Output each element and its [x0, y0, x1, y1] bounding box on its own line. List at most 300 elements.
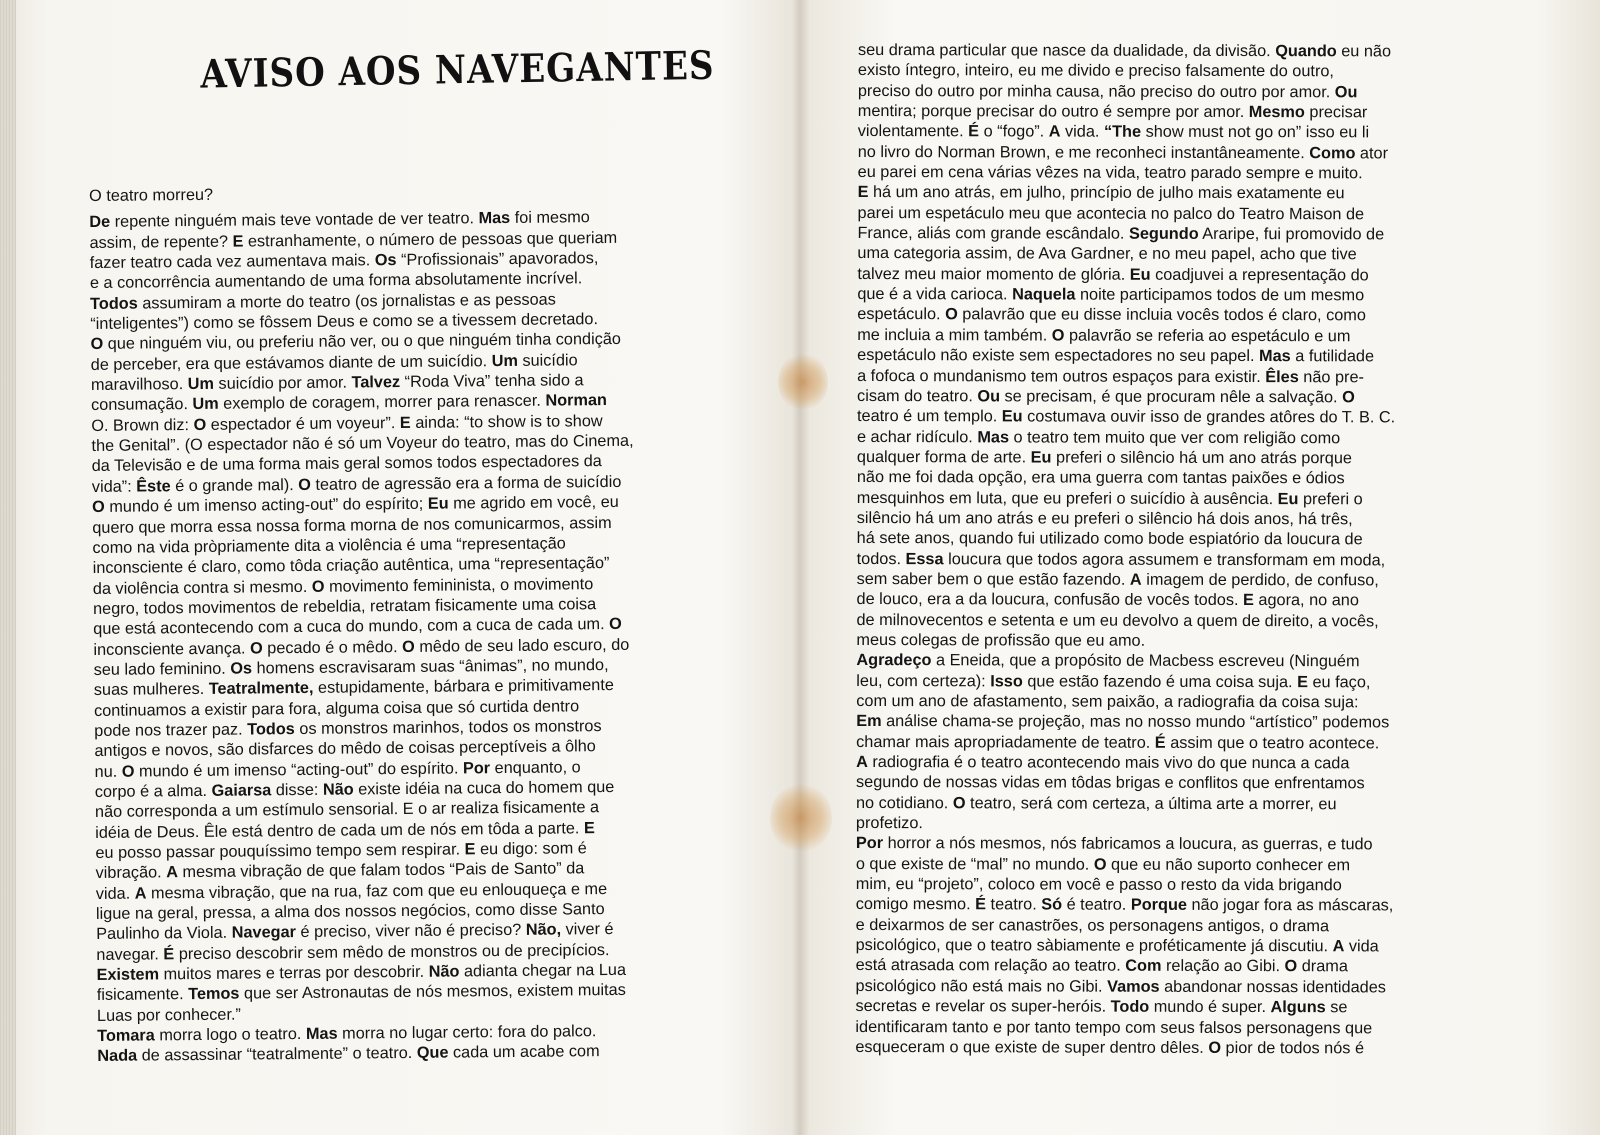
text-run: suicídio por amor. — [213, 373, 352, 393]
text-run: é preciso, viver não é preciso? — [295, 921, 526, 942]
text-run: antigos e novos, são disfarces do mêdo de coisas perceptíveis a ôlho — [94, 737, 596, 761]
right-line — [857, 304, 1552, 326]
text-run: preciso do outro por minha causa, não preciso do outro por amor. — [857, 81, 1335, 101]
text-run: mundo é um imenso acting-out” do espírito; — [104, 494, 428, 517]
text-run: comigo mesmo. — [855, 895, 976, 914]
right-line — [858, 182, 1553, 204]
right-line — [856, 854, 1551, 876]
text-run: vida. — [95, 884, 135, 903]
bold-word: Que — [416, 1044, 449, 1063]
text-run: France, aliás com grande escândalo. — [857, 224, 1130, 243]
right-line — [858, 40, 1553, 62]
bold-word: É — [975, 895, 987, 914]
stain-lower — [770, 782, 832, 854]
text-run: “Profissionais” apavorados, — [396, 249, 599, 270]
bold-word: Eu — [1129, 265, 1151, 284]
text-run: que estão fazendo é uma coisa suja. — [1022, 672, 1298, 691]
bold-word: Os — [230, 659, 253, 678]
text-run: relação ao Gibi. — [1161, 957, 1285, 976]
text-run: horror a nós mesmos, nós fabricamos a loucura, as guerras, e tudo — [883, 834, 1373, 854]
bold-word: Eu — [1277, 489, 1299, 508]
text-run: negro, todos movimentos de rebeldia, retratam fisicamente uma coisa — [92, 595, 597, 618]
text-run: identificaram tanto e por tanto tempo com seus falsos personagens que — [855, 1017, 1373, 1037]
bold-word: De — [89, 213, 111, 232]
text-run: mentira; porque precisar do outro é sempre por amor. — [857, 102, 1249, 122]
right-line — [856, 732, 1551, 754]
text-run: imagem de perdido, de confuso, — [1141, 570, 1379, 590]
text-run: parei um espetáculo meu que acontecia no palco do Teatro Maison de — [857, 203, 1365, 224]
bold-word: A — [134, 884, 147, 903]
text-run: “inteligentes”) como se fôssem Deus e como se a tivessem decretado. — [90, 310, 599, 334]
text-run: continuamos a existir para fora, alguma coisa que só curtida dentro — [93, 696, 580, 720]
text-run: “Roda Viva” tenha sido a — [400, 371, 584, 392]
text-run: mesquinhos em luta, que eu preferi o suicídio à ausência. — [856, 488, 1278, 508]
text-run: que eu não suporto conhecer em — [1106, 855, 1351, 875]
text-run: agora, no ano — [1253, 591, 1359, 610]
bold-word: É — [968, 122, 980, 141]
bold-word: Mas — [977, 427, 1010, 446]
text-run: de louco, era a da loucura, confusão de vocês todos. — [856, 590, 1244, 610]
bold-word: O — [121, 762, 135, 781]
bold-word: Como — [1309, 143, 1356, 163]
right-line — [855, 1016, 1550, 1038]
right-line — [857, 549, 1552, 571]
bold-word: A — [1129, 570, 1142, 589]
text-run: no livro do Norman Brown, e me reconheci instantâneamente. — [857, 142, 1310, 162]
text-run: morra no lugar certo: fora do palco. — [337, 1022, 597, 1043]
text-run: silêncio há um ano atrás e eu preferi o silêncio há dois anos, há três, — [856, 508, 1353, 529]
bold-word: O — [1093, 855, 1107, 874]
text-run: pior de todos nós é — [1220, 1038, 1365, 1058]
text-run: que é a vida carioca. — [857, 285, 1013, 304]
bold-word: E — [583, 818, 595, 837]
text-run: fisicamente. — [96, 985, 189, 1005]
text-run: que ser Astronautas de nós mesmos, existem muitas — [239, 981, 626, 1003]
bold-word: “The — [1103, 123, 1142, 142]
right-line — [856, 793, 1551, 815]
right-body-text — [855, 40, 1553, 1059]
bold-word: O — [1342, 388, 1355, 407]
text-run: o teatro tem muito que ver com religião como — [1009, 427, 1341, 447]
text-run: repente ninguém mais teve vontade de ver teatro. — [110, 209, 479, 232]
bold-word: Talvez — [351, 373, 401, 392]
right-line — [858, 142, 1553, 164]
text-run: mesma vibração, que na rua, faz com que eu enlouqueça e me — [146, 879, 608, 903]
text-run: corpo é a alma. — [94, 781, 212, 801]
bold-word: Um — [491, 351, 518, 370]
text-run: não jogar fora as máscaras, — [1186, 896, 1394, 915]
text-run: eu digo: som é — [475, 839, 587, 859]
text-run: loucura que todos agora assumem e transformam em moda, — [943, 549, 1386, 569]
text-run: muitos mares e terras por descobrir. — [158, 962, 429, 984]
bold-word: É — [163, 944, 175, 964]
right-line — [856, 833, 1551, 855]
text-run: secretas e revelar os super-heróis. — [855, 997, 1111, 1016]
right-line — [857, 508, 1552, 530]
bold-word: Navegar — [231, 923, 297, 943]
right-line — [857, 467, 1552, 489]
text-run: talvez meu maior momento de glória. — [857, 264, 1130, 284]
text-run: existo íntegro, inteiro, eu me divido e preciso falsamente do outro, — [857, 61, 1334, 81]
text-run: me incluia a mim também. — [857, 325, 1052, 345]
text-run: da violência contra si mesmo. — [92, 577, 312, 598]
text-run: vida”: — [91, 477, 137, 496]
text-run: precisar — [1304, 103, 1368, 122]
text-run: nu. — [94, 762, 122, 781]
text-run: e achar ridículo. — [856, 427, 978, 446]
right-line — [858, 81, 1553, 103]
bold-word: Um — [187, 374, 215, 394]
text-run: O. Brown diz: — [91, 415, 194, 435]
right-line — [856, 894, 1551, 916]
text-run: assumiram a morte do teatro (os jornalistas e as pessoas — [137, 290, 556, 313]
right-page — [805, 0, 1600, 1135]
right-line — [856, 630, 1551, 652]
text-run: the Genital”. (O espectador não é só um Voyeur do teatro, mas do Cinema, — [91, 431, 634, 456]
text-run: adianta chegar na Lua — [459, 960, 627, 981]
text-run: o que existe de “mal” no mundo. — [855, 854, 1094, 874]
text-run: a fofoca o mundanismo tem outros espaços para existir. — [857, 366, 1266, 386]
text-run: leu, com certeza): — [856, 671, 991, 691]
bold-word: Com — [1125, 957, 1162, 976]
bold-word: Agradeço — [856, 651, 932, 670]
text-run: espectador é um voyeur”. — [206, 413, 400, 434]
text-run: teatro é um templo. — [856, 407, 1002, 426]
bold-word: O — [1208, 1038, 1222, 1057]
right-line — [857, 223, 1552, 245]
right-line — [857, 447, 1552, 469]
right-line — [857, 264, 1552, 286]
text-run: eu não — [1336, 42, 1392, 61]
text-run: morra logo o teatro. — [154, 1025, 306, 1045]
bold-word: E — [232, 232, 244, 251]
bold-word: Quando — [1275, 42, 1337, 61]
right-line — [856, 610, 1551, 632]
right-line — [856, 935, 1551, 957]
bold-word: É — [1154, 733, 1166, 752]
article-title: AVISO AOS NAVEGANTES — [200, 43, 715, 98]
right-line — [857, 284, 1552, 306]
text-run: psicológico não está mais no Gibi. — [855, 976, 1108, 996]
text-run: vida. — [1060, 122, 1104, 142]
bold-word: O — [91, 498, 105, 517]
bold-word: Ou — [977, 387, 1001, 406]
bold-word: Todos — [90, 294, 138, 313]
text-run: eu parei em cena várias vêzes na vida, teatro parado sempre e muito. — [857, 163, 1363, 183]
text-run: o “fogo”. — [979, 122, 1049, 141]
text-run: consumação. — [91, 395, 193, 415]
right-line — [858, 121, 1553, 143]
right-line — [855, 996, 1550, 1018]
bold-word: E — [857, 183, 869, 202]
bold-word: O — [298, 475, 311, 494]
right-line — [857, 528, 1552, 550]
right-line — [856, 955, 1551, 977]
bold-word: Naquela — [1012, 285, 1076, 304]
text-run: ligue na geral, pressa, a alma dos nossos negócios, como disse Santo — [95, 900, 605, 923]
right-line — [856, 874, 1551, 896]
text-run: suicídio — [517, 351, 578, 370]
text-run: seu lado feminino. — [93, 659, 231, 679]
text-run: mim, eu “projeto”, coloco em você e passo o resto da vida brigando — [855, 875, 1342, 895]
text-run: mundo é um imenso “acting-out” do espírito. — [134, 759, 464, 781]
right-line — [858, 162, 1553, 184]
text-run: preferi o — [1298, 489, 1363, 508]
text-run: suas mulheres. — [93, 680, 209, 700]
text-run: está atrasada com relação ao teatro. — [855, 956, 1126, 976]
bold-word: Em — [856, 712, 882, 731]
text-run: homens escravisaram suas “ânimas”, no mundo, — [251, 655, 609, 678]
bold-word: A — [1048, 122, 1061, 141]
text-run: navegar. — [96, 945, 164, 964]
text-run: movimento femininista, o movimento — [324, 574, 594, 596]
text-run: pode nos trazer paz. — [94, 720, 248, 740]
text-run: espetáculo. — [857, 305, 946, 324]
text-run: mêdo de seu lado escuro, do — [414, 635, 630, 656]
text-run: preferi o silêncio há um ano atrás porque — [1051, 448, 1353, 468]
bold-word: Existem — [96, 965, 160, 985]
right-line — [856, 691, 1551, 713]
text-run: palavrão se referia ao espetáculo e um — [1064, 326, 1351, 346]
bold-word: Êles — [1265, 367, 1299, 386]
text-run: inconsciente avança. — [93, 639, 251, 659]
text-run: e deixarmos de ser canastrões, os personagens antigos, o drama — [855, 915, 1330, 936]
right-line — [857, 488, 1552, 510]
bold-word: Eu — [1030, 448, 1052, 467]
bold-word: Não, — [525, 920, 562, 940]
bold-word: A — [166, 863, 179, 882]
text-run: todos. — [856, 549, 906, 568]
left-body-text — [89, 180, 757, 1067]
text-run: pecado é o mêdo. — [262, 637, 403, 657]
bold-word: Todo — [1110, 997, 1150, 1016]
text-run: assim, de repente? — [89, 232, 233, 252]
bold-word: Norman — [545, 391, 608, 411]
text-run: chamar mais apropriadamente de teatro. — [856, 732, 1155, 752]
right-line — [857, 386, 1552, 408]
bold-word: Alguns — [1270, 998, 1326, 1017]
text-run: de assassinar “teatralmente” o teatro. — [137, 1044, 417, 1066]
bold-word: Porque — [1130, 896, 1187, 915]
text-run: teatro. — [986, 895, 1042, 914]
text-run: eu faço, — [1307, 672, 1371, 691]
text-run: no cotidiano. — [855, 793, 953, 812]
text-run: ator — [1355, 144, 1389, 163]
right-line — [858, 203, 1553, 225]
bold-word: Um — [192, 395, 219, 414]
bold-word: Essa — [905, 549, 944, 568]
text-run: teatro de agressão era a forma de suicídio — [310, 472, 622, 494]
text-run: fazer teatro cada vez aumentava mais. — [89, 251, 375, 273]
right-line — [855, 1037, 1550, 1059]
stain-upper — [778, 352, 828, 412]
text-run: a Eneida, que a propósito de Macbess escreveu (Ninguém — [931, 651, 1360, 671]
right-line — [856, 650, 1551, 672]
bold-word: Os — [374, 251, 397, 270]
text-run: exemplo de coragem, morrer para renascer. — [218, 392, 546, 414]
bold-word: O — [193, 415, 207, 434]
text-run: seu drama particular que nasce da dualidade, da divisão. — [857, 40, 1276, 61]
text-run: mesma vibração de que falam todos “Pais de Santo” da — [177, 859, 585, 882]
text-run: se — [1325, 998, 1348, 1017]
bold-word: E — [1242, 591, 1254, 610]
bold-word: Segundo — [1128, 224, 1199, 243]
text-run: a futilidade — [1290, 347, 1375, 366]
bold-word: Só — [1041, 895, 1063, 914]
text-run: violentamente. — [857, 122, 969, 141]
bold-word: Por — [462, 758, 491, 778]
bold-word: O — [402, 637, 415, 656]
bold-word: Isso — [990, 672, 1023, 691]
text-run: drama — [1297, 957, 1348, 976]
bold-word: Mas — [1259, 347, 1291, 366]
bold-word: Nada — [97, 1047, 138, 1066]
right-line — [857, 345, 1552, 367]
right-line — [856, 711, 1551, 733]
text-run: coadjuvei a representação do — [1150, 265, 1369, 285]
right-paragraph — [855, 40, 1553, 1059]
text-run: mundo é super. — [1149, 997, 1271, 1017]
text-run: Araripe, fui promovido de — [1198, 224, 1385, 244]
text-run: vida — [1344, 937, 1379, 956]
text-run: inconsciente é claro, como tôda criação autêntica, uma “representação” — [92, 554, 610, 578]
bold-word: Gaiarsa — [211, 781, 272, 800]
bold-word: Temos — [188, 984, 240, 1004]
text-run: da Televisão e de uma forma mais geral somos todos espectadores da — [91, 452, 602, 476]
text-run: que está acontecendo com a cuca do mundo, com a cuca de cada um. — [93, 615, 610, 639]
text-run: sem saber bem o que estão fazendo. — [856, 569, 1130, 589]
text-run: show must not go on” isso eu li — [1141, 123, 1370, 142]
text-run: esqueceram o que existe de super dentro dêles. — [855, 1037, 1209, 1057]
text-run: viver é — [560, 920, 614, 939]
bold-word: O — [90, 335, 104, 354]
right-line — [857, 243, 1552, 265]
text-run: que ninguém viu, ou preferiu não ver, ou o que ninguém tinha condição — [103, 330, 622, 354]
bold-word: O — [952, 793, 966, 813]
text-run: foi mesmo — [510, 208, 590, 228]
text-run: é teatro. — [1062, 895, 1131, 915]
text-run: radiografia é o teatro acontecendo mais vivo do que nunca a cada — [867, 753, 1350, 773]
bold-word: A — [1332, 937, 1345, 956]
text-run: de milnovecentos e setenta e um eu devolvo a quem de direito, a vocês, — [856, 610, 1379, 630]
text-run: disse: — [271, 780, 323, 800]
right-line — [857, 325, 1552, 347]
text-run: espetáculo não existe sem espectadores no seu papel. — [857, 346, 1260, 366]
bold-word: E — [464, 840, 476, 859]
bold-word: Eu — [1001, 407, 1023, 426]
text-run: de perceber, era que estávamos diante de um suicídio. — [90, 351, 492, 374]
text-run: costumava ouvir isso de grandes atôres do T. B. C. — [1022, 407, 1396, 427]
text-run: assim que o teatro acontece. — [1165, 733, 1380, 753]
bold-word: E — [399, 413, 411, 432]
text-run: noite participamos todos de um mesmo — [1075, 285, 1365, 305]
bold-word: Todos — [247, 719, 295, 739]
text-run: quero que morra essa nossa forma morna de nos comunicarmos, assim — [92, 513, 612, 537]
text-run: cisam do teatro. — [857, 386, 978, 406]
left-paragraph — [89, 206, 757, 1067]
right-line — [856, 915, 1551, 937]
text-run: profetizo. — [855, 814, 923, 833]
text-run: há sete anos, quando fui utilizado como bode espiatório da loucura de — [856, 529, 1363, 549]
bold-word: Ou — [1334, 82, 1358, 101]
bold-word: Vamos — [1107, 977, 1160, 996]
bold-word: Por — [855, 834, 884, 853]
bold-word: O — [249, 638, 263, 658]
text-run: não pre- — [1298, 367, 1364, 386]
text-run: estupidamente, bárbara e primitivamente — [313, 676, 614, 698]
text-run: é o grande mal). — [170, 475, 299, 496]
bold-word: Tomara — [97, 1026, 155, 1046]
right-line — [856, 813, 1551, 835]
bold-word: Teatralmente, — [208, 679, 314, 699]
bold-word: Mas — [478, 209, 511, 228]
bold-word: Mesmo — [1248, 103, 1305, 122]
text-run: cada um acabe com — [448, 1042, 600, 1063]
right-line — [856, 671, 1551, 693]
right-line — [857, 589, 1552, 611]
right-line — [857, 569, 1552, 591]
text-run: enquanto, o — [490, 757, 581, 777]
right-line — [857, 365, 1552, 387]
bold-word: O — [945, 305, 958, 324]
text-run: idéia de Deus. Êle está dentro de cada um de nós em tôda a parte. — [95, 818, 585, 842]
text-run: com um ano de afastamento, sem paixão, a radiografia da coisa suja: — [856, 691, 1359, 712]
text-run: psicológico, que o teatro sàbiamente e proféticamente já discutiu. — [855, 936, 1333, 956]
bold-word: O — [311, 577, 325, 596]
bold-word: E — [1297, 672, 1308, 691]
right-line — [856, 752, 1551, 774]
text-run: qualquer forma de arte. — [856, 447, 1031, 467]
bold-word: Eu — [427, 494, 449, 513]
text-run: abandonar nossas identidades — [1159, 977, 1386, 997]
text-run: eu posso passar pouquíssimo tempo sem respirar. — [95, 840, 465, 862]
bold-word: O — [1284, 957, 1298, 976]
right-line — [855, 976, 1550, 998]
bold-word: O — [1051, 326, 1065, 345]
text-run: existe idéia na cuca do homem que — [353, 777, 615, 799]
text-run: ainda: “to show is to show — [410, 411, 603, 432]
text-run: análise chama-se projeção, mas no nosso mundo “artístico” podemos — [881, 712, 1390, 732]
bold-word: Não — [428, 962, 460, 981]
left-heading: O teatro morreu? — [89, 185, 214, 205]
text-run: maravilhoso. — [90, 375, 188, 395]
text-run: como na vida pròpriamente dita a violência é uma “representação — [92, 534, 566, 557]
text-run: não me foi dada opção, era uma guerra com tantas paixões e ódios — [856, 468, 1345, 488]
text-run: palavrão que eu disse incluia vocês todos é claro, como — [957, 305, 1366, 325]
bold-word: Êste — [136, 477, 171, 496]
text-run: Paulinho da Viola. — [96, 924, 232, 944]
right-line — [857, 406, 1552, 428]
bold-word: A — [856, 753, 868, 772]
text-run: me agrido em você, eu — [448, 493, 619, 513]
bold-word: Mas — [305, 1024, 338, 1044]
right-line — [856, 772, 1551, 794]
text-run: não corresponda a um estímulo sensorial. E o ar realiza fisicamente a — [94, 798, 600, 822]
text-run: se precisam, é que procuram nêle a salvação. — [1000, 387, 1343, 407]
text-run: preciso descobrir sem mêdo de monstros ou de precipícios. — [174, 940, 610, 963]
right-line — [858, 101, 1553, 123]
text-run: vibração. — [95, 863, 167, 883]
text-run: Luas por conhecer.” — [96, 1005, 241, 1025]
bold-word: O — [609, 615, 622, 634]
right-line — [857, 427, 1552, 449]
text-run: há um ano atrás, em julho, princípio de julho mais exatamente eu — [868, 183, 1345, 203]
right-line — [858, 60, 1553, 82]
text-run: teatro, será com certeza, a última arte a morrer, eu — [965, 794, 1337, 813]
text-run: uma categoria assim, de Ava Gardner, e no meu papel, acho que tive — [857, 244, 1357, 264]
text-run: os monstros marinhos, todos os monstros — [294, 717, 602, 738]
text-run: estranhamente, o número de pessoas que queriam — [243, 228, 618, 251]
